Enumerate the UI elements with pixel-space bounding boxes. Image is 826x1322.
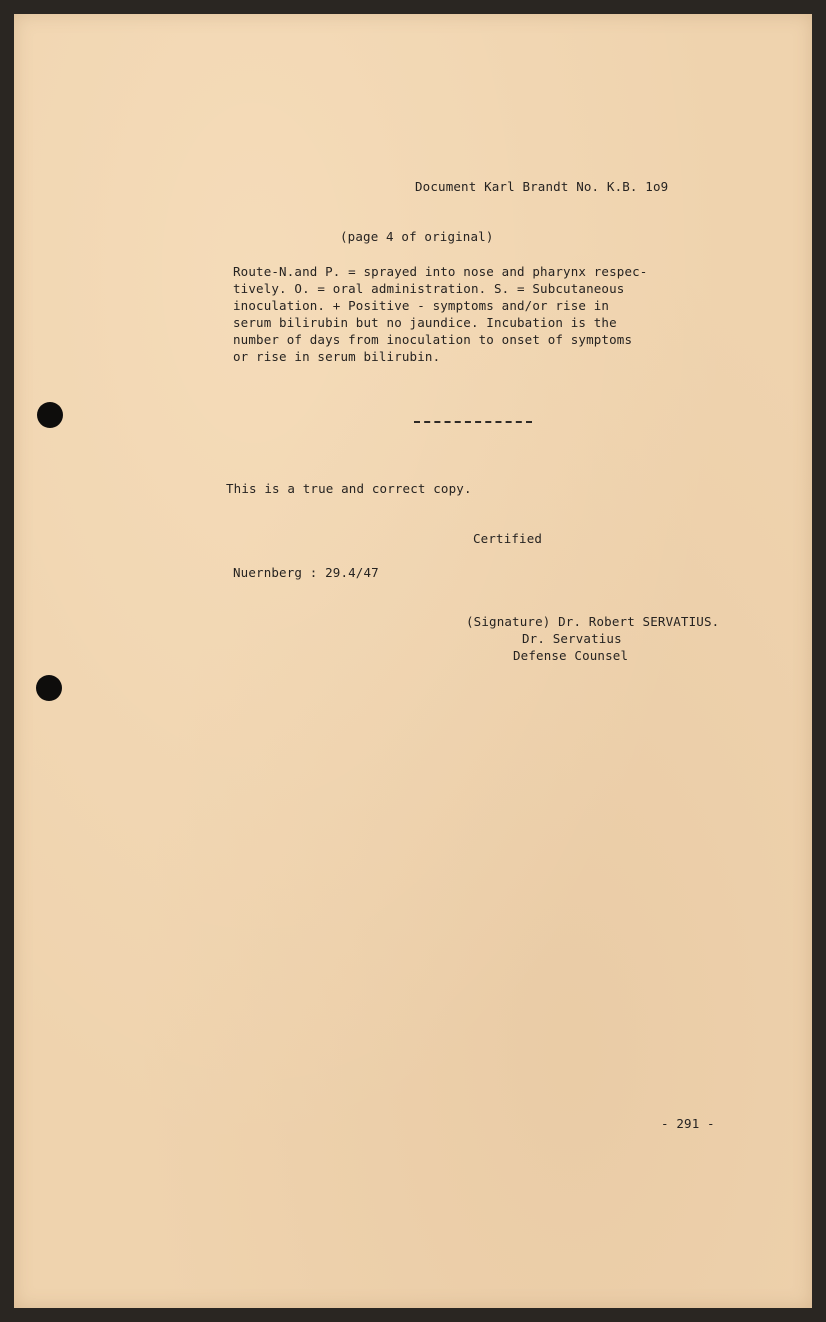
page-note: (page 4 of original) xyxy=(340,229,494,244)
footnote-line: serum bilirubin but no jaundice. Incubation is the xyxy=(233,315,617,330)
page-number: - 291 - xyxy=(661,1116,715,1131)
footnote-line: inoculation. + Positive - symptoms and/or rise in xyxy=(233,298,610,313)
signer-title: Defense Counsel xyxy=(513,648,629,663)
footnote-line: tively. O. = oral administration. S. = Subcutaneous xyxy=(233,281,625,296)
footnote-line: Route-N.and P. = sprayed into nose and pharynx respec- xyxy=(233,264,648,279)
section-divider xyxy=(414,421,532,423)
signer-name: Dr. Servatius xyxy=(522,631,622,646)
certification-statement: This is a true and correct copy. xyxy=(226,481,472,496)
signature-line: (Signature) Dr. Robert SERVATIUS. xyxy=(466,614,720,629)
document-reference: Document Karl Brandt No. K.B. 1o9 xyxy=(415,179,669,194)
footnote-line: or rise in serum bilirubin. xyxy=(233,349,441,364)
certified-label: Certified xyxy=(473,531,543,546)
punch-hole-bottom xyxy=(36,675,62,701)
footnote-line: number of days from inoculation to onset of symptoms xyxy=(233,332,633,347)
place-date: Nuernberg : 29.4/47 xyxy=(233,565,379,580)
punch-hole-top xyxy=(37,402,63,428)
document-page xyxy=(14,14,812,1308)
